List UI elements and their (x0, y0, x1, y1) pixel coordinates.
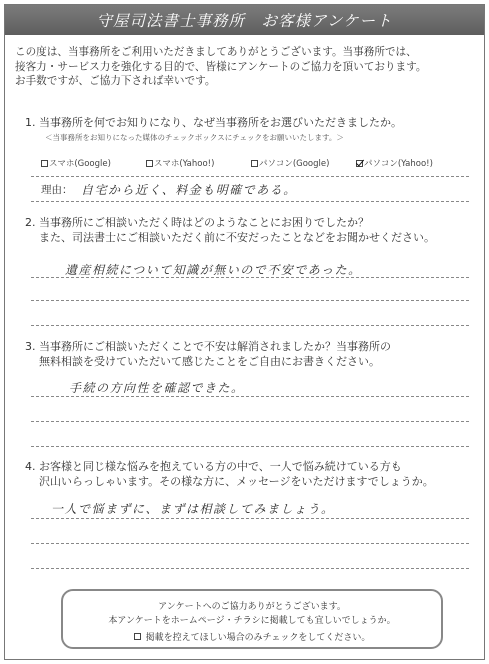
question-number: 1. (25, 116, 36, 129)
option-pc-yahoo[interactable] (356, 157, 451, 169)
checkbox[interactable] (251, 160, 258, 167)
handwritten-answer-3: 手続の方向性を確認できた。 (69, 381, 245, 395)
intro-line: 接客力・サービス力を強化する目的で、皆様にアンケートのご協力を頂いております。 (15, 60, 427, 73)
checkbox[interactable] (146, 160, 153, 167)
answer-rule (31, 176, 469, 177)
option-label: パソコン(Yahoo!) (364, 159, 433, 169)
question-text: 当事務所にご相談いただく時はどのようなことにお困りでしたか？ (39, 216, 369, 229)
header-bar (5, 5, 484, 35)
footer-thanks: アンケートへのご協力ありがとうございます。 (158, 602, 346, 612)
answer-rule (31, 325, 469, 326)
question-text: 沢山いらっしゃいます。その様な方に、メッセージをいただけますでしょうか。 (39, 475, 434, 488)
option-label: パソコン(Google) (259, 159, 330, 169)
handwritten-answer-1: 自宅から近く、料金も明確である。 (81, 183, 297, 197)
question-1 (25, 115, 402, 130)
opt-out-label: 掲載を控えてほしい場合のみチェックをしてください。 (145, 633, 371, 643)
answer-rule (31, 518, 469, 519)
answer-rule (31, 396, 469, 397)
option-smartphone-google[interactable] (41, 157, 146, 169)
intro-line: この度は、当事務所をご利用いただきましてありがとうございます。当事務所では、 (15, 46, 417, 58)
intro-line: お手数ですが、ご協力下されば幸いです。 (15, 75, 216, 87)
handwritten-answer-4: 一人で悩まずに、まずは相談してみましょう。 (51, 502, 335, 516)
answer-rule (31, 446, 469, 447)
footer-permission: 本アンケートをホームページ・チラシに掲載しても宜しいでしょうか。 (108, 616, 396, 626)
question-text: 当事務所を何でお知りになり、なぜ当事務所をお選びいただきましたか。 (39, 116, 402, 129)
question-text: 無料相談を受けていただいて感じたことをご自由にお書きください。 (39, 355, 380, 368)
option-label: スマホ(Yahoo!) (154, 159, 215, 169)
answer-rule (31, 568, 469, 569)
answer-rule (31, 421, 469, 422)
opt-out-checkbox[interactable] (134, 633, 141, 640)
handwritten-answer-2: 遺産相続について知識が無いので不安であった。 (65, 263, 362, 277)
question-text: お客様と同じ様な悩みを抱えている方の中で、一人で悩み続けている方も (39, 460, 402, 473)
answer-rule (31, 277, 469, 278)
answer-rule (31, 543, 469, 544)
answer-rule (31, 300, 469, 301)
question-number: 2. (25, 216, 36, 229)
checkbox-checked[interactable] (356, 160, 363, 167)
option-label: スマホ(Google) (49, 159, 111, 169)
footer-box (61, 589, 443, 649)
answer-rule (31, 201, 469, 202)
option-smartphone-yahoo[interactable] (146, 157, 251, 169)
option-pc-google[interactable] (251, 157, 356, 169)
checkbox[interactable] (41, 160, 48, 167)
question-3 (25, 339, 391, 369)
reason-label: 理由： (41, 184, 73, 196)
footer-opt-out (63, 630, 441, 643)
page-title: 守屋司法書士事務所 お客様アンケート (96, 12, 393, 30)
question-4 (25, 459, 434, 489)
question-number: 4. (25, 460, 36, 473)
question-2 (25, 215, 435, 245)
media-options (41, 157, 451, 169)
question-text: また、司法書士にご相談いただく前に不安だったことなどをお聞かせください。 (39, 231, 435, 244)
question-text: 当事務所にご相談いただくことで不安は解消されましたか？当事務所の (39, 340, 391, 353)
question-number: 3. (25, 340, 36, 353)
survey-sheet (4, 4, 485, 660)
question-1-note: ＜当事務所をお知りになった媒体のチェックボックスにチェックをお願いいたします。＞ (45, 133, 344, 142)
intro-text (15, 45, 477, 89)
